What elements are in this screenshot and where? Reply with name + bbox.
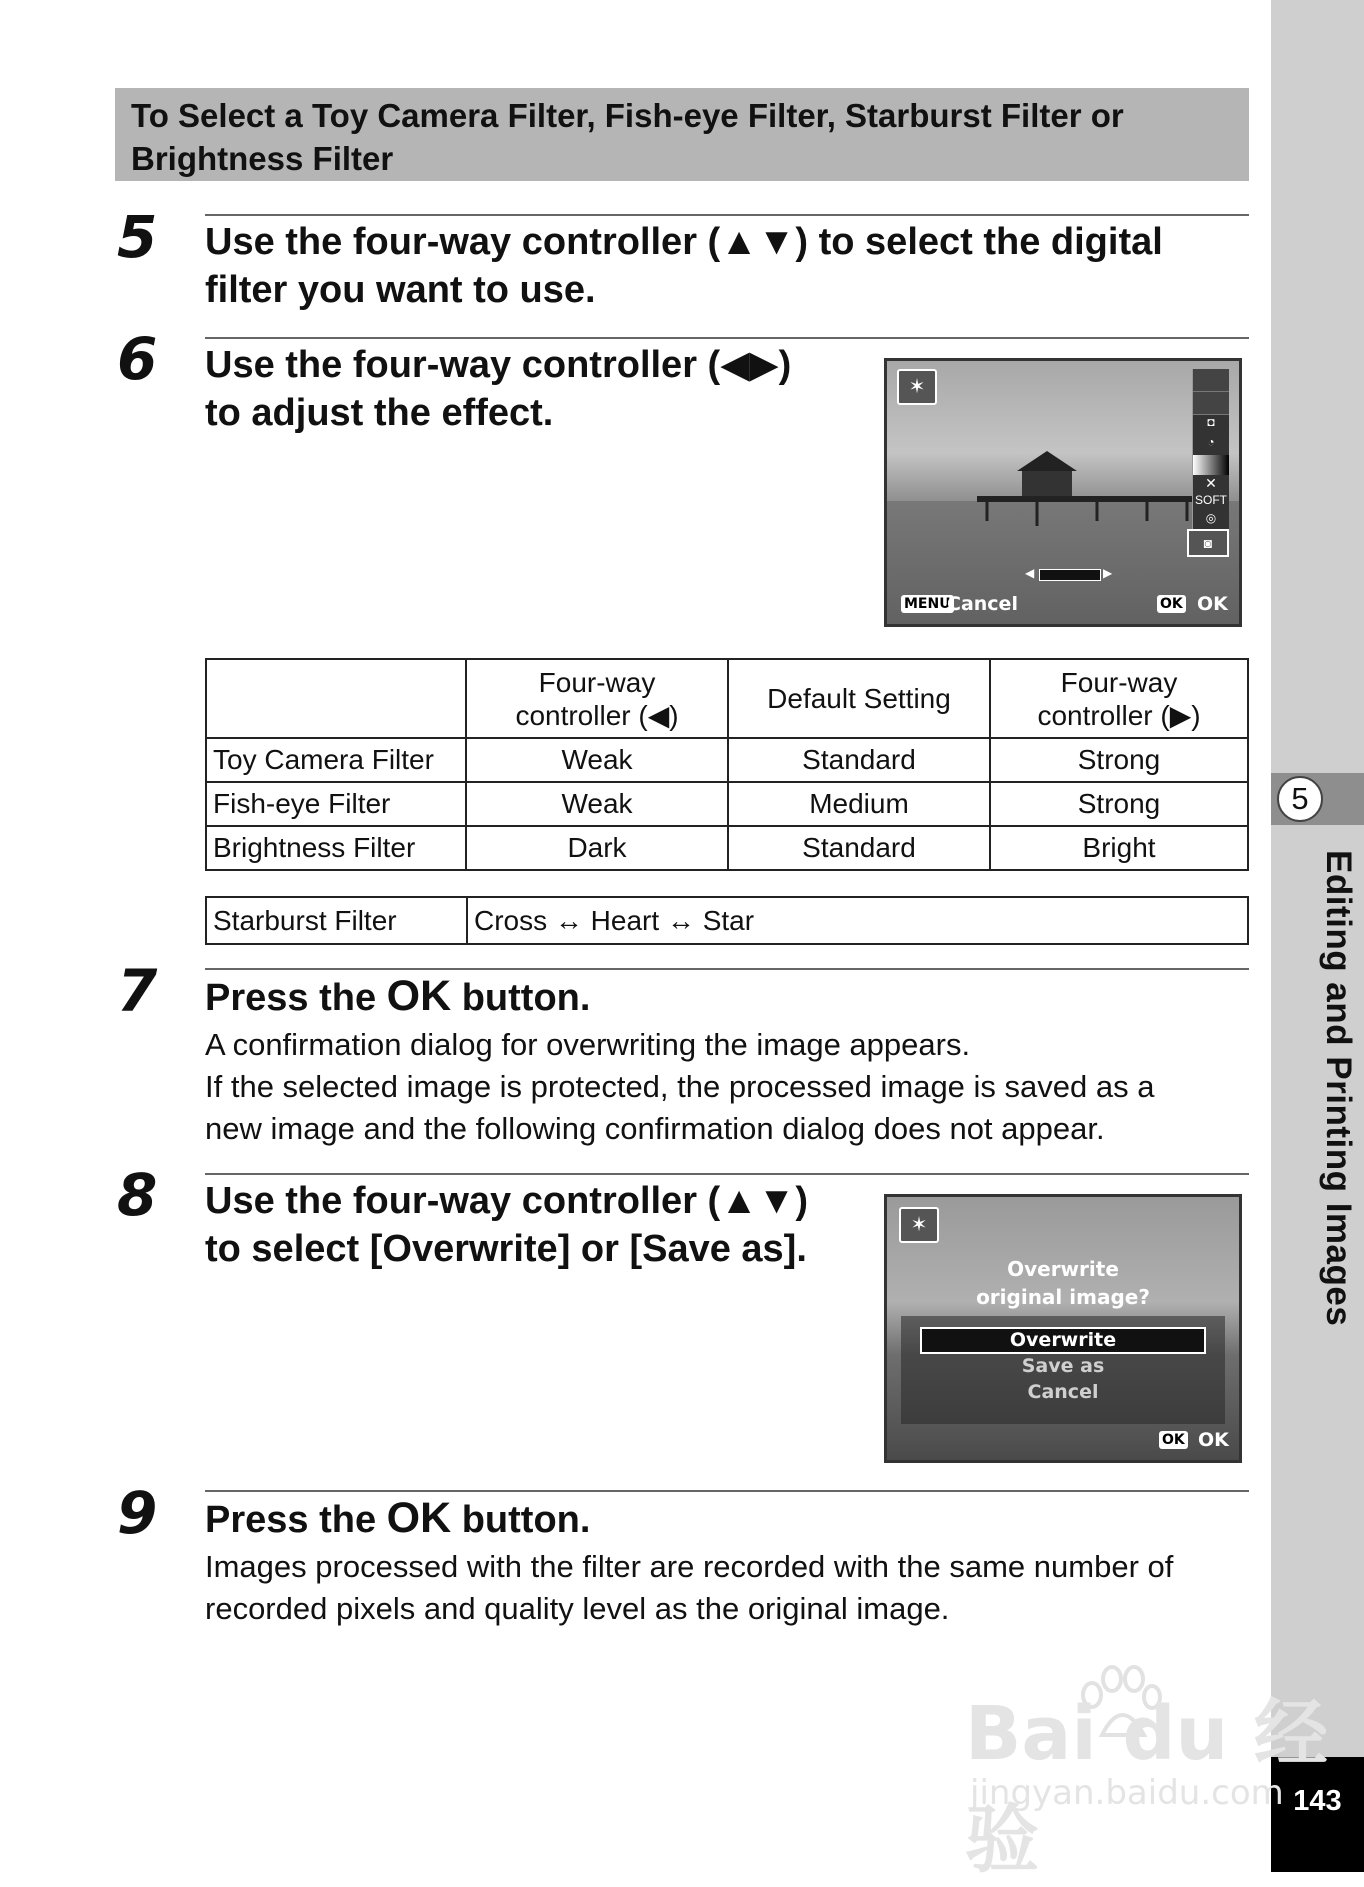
filter-list-icon: [1193, 392, 1229, 415]
header-left-line-2: controller (◀): [515, 699, 679, 731]
chevron-right-icon: ▶: [1103, 566, 1113, 580]
ok-button-glyph: OK: [386, 1494, 452, 1542]
step-number-9: 9: [117, 1479, 158, 1547]
ok-key-badge: OK: [1157, 595, 1186, 613]
table-cell: Brightness Filter: [206, 826, 466, 870]
watermark-brand: Bai du 经验: [965, 1691, 1328, 1883]
table-row: [206, 738, 1248, 782]
table-row: [206, 826, 1248, 870]
table-cell: Weak: [466, 738, 728, 782]
step-number-8: 8: [117, 1161, 158, 1229]
table-header-default: Default Setting: [728, 659, 990, 738]
table-cell: Strong: [990, 782, 1248, 826]
step-8-title-line-2: to select [Overwrite] or [Save as].: [205, 1228, 807, 1270]
header-right-line-2: controller (▶): [1037, 699, 1201, 731]
camera-screen-overwrite: [884, 1194, 1242, 1463]
step-7-title: [205, 972, 590, 1022]
step-9-title-post: button.: [461, 1499, 591, 1541]
step-divider: [205, 968, 1249, 970]
ok-label: OK: [1197, 593, 1228, 615]
table-cell: Bright: [990, 826, 1248, 870]
starburst-icon: ✕: [1205, 475, 1217, 491]
starburst-table: [205, 896, 1249, 945]
step-9-title-pre: Press the: [205, 1499, 377, 1541]
soft-filter-label: SOFT: [1195, 493, 1227, 507]
cancel-option[interactable]: Cancel: [1027, 1381, 1099, 1403]
table-cell: Medium: [728, 782, 990, 826]
step-9-title: [205, 1494, 590, 1544]
starburst-label: Starburst Filter: [206, 897, 467, 944]
fisheye-icon: ◎: [1205, 511, 1217, 525]
table-header-left: [466, 659, 728, 738]
step-7-body-line-3: new image and the following confirmation dialog does not appear.: [205, 1111, 1105, 1146]
step-divider: [205, 214, 1249, 216]
step-7-title-pre: Press the: [205, 977, 377, 1019]
step-divider: [205, 337, 1249, 339]
chapter-title: Editing and Printing Images: [1319, 850, 1358, 1327]
step-divider: [205, 1490, 1249, 1492]
filter-list: [1192, 369, 1229, 539]
table-row: [206, 897, 1248, 944]
brightness-bar-icon: [1193, 455, 1229, 475]
filter-list-icon: [1193, 369, 1229, 392]
overwrite-option[interactable]: [920, 1327, 1206, 1354]
filter-table: [205, 658, 1249, 871]
ok-key-badge: OK: [1159, 1431, 1188, 1449]
table-row: [206, 782, 1248, 826]
table-cell: Standard: [728, 826, 990, 870]
dialog-prompt-line-2: original image?: [976, 1285, 1150, 1309]
table-header-right: [990, 659, 1248, 738]
header-right-line-1: Four-way: [1060, 666, 1178, 698]
ok-label: OK: [1198, 1429, 1229, 1451]
step-9-body-line-1: Images processed with the filter are recorded with the same number of: [205, 1549, 1174, 1584]
chapter-number: 5: [1277, 776, 1323, 822]
camera-screen-adjust: [884, 358, 1242, 627]
pier-photo: [887, 361, 1239, 624]
table-cell: Standard: [728, 738, 990, 782]
step-9-body-line-2: recorded pixels and quality level as the original image.: [205, 1591, 950, 1626]
table-cell: Fish-eye Filter: [206, 782, 466, 826]
table-cell: Weak: [466, 782, 728, 826]
overwrite-option-label: Overwrite: [1009, 1329, 1117, 1351]
step-7-title-post: button.: [461, 977, 591, 1019]
step-number-5: 5: [117, 203, 158, 271]
step-7-body-line-1: A confirmation dialog for overwriting the image appears.: [205, 1027, 971, 1062]
starburst-value: Cross ↔ Heart ↔ Star: [467, 897, 1248, 944]
step-8-title-line-1: Use the four-way controller (▲▼): [205, 1180, 809, 1222]
table-cell: Toy Camera Filter: [206, 738, 466, 782]
page-number: 143: [1271, 1757, 1364, 1872]
dialog-prompt-line-1: Overwrite: [1007, 1257, 1119, 1281]
step-number-6: 6: [117, 325, 158, 393]
table-header-row: [206, 659, 1248, 738]
header-left-line-1: Four-way: [538, 666, 656, 698]
table-header-empty: [206, 659, 466, 738]
table-cell: Strong: [990, 738, 1248, 782]
save-as-option[interactable]: Save as: [1021, 1355, 1105, 1377]
menu-key-badge: MENU: [901, 595, 954, 613]
effect-slider-track: [1039, 569, 1101, 581]
filter-mode-icon: ✶: [899, 1207, 939, 1243]
ok-button-glyph: OK: [386, 972, 452, 1020]
toy-camera-icon-selected: ◙: [1187, 529, 1229, 557]
filter-mode-icon: ✶: [897, 369, 937, 405]
step-divider: [205, 1173, 1249, 1175]
chevron-left-icon: ◀: [1025, 566, 1035, 580]
section-header: To Select a Toy Camera Filter, Fish-eye Filter, Starburst Filter or Brightness Filter: [115, 88, 1249, 181]
table-cell: Dark: [466, 826, 728, 870]
step-number-7: 7: [117, 957, 158, 1025]
clock-icon: ◔: [1207, 435, 1215, 449]
step-6-title-line-1: Use the four-way controller (◀▶): [205, 344, 792, 386]
step-7-body-line-2: If the selected image is protected, the processed image is saved as a: [205, 1069, 1155, 1104]
step-6-title-line-2: to adjust the effect.: [205, 392, 554, 434]
effect-slider: [1025, 566, 1115, 584]
camera-icon: ◘: [1207, 415, 1215, 429]
cancel-label: Cancel: [947, 593, 1018, 615]
watermark-url: jingyan.baidu.com: [970, 1773, 1284, 1813]
step-5-title: Use the four-way controller (▲▼) to select the digital filter you want to use.: [205, 221, 1163, 311]
